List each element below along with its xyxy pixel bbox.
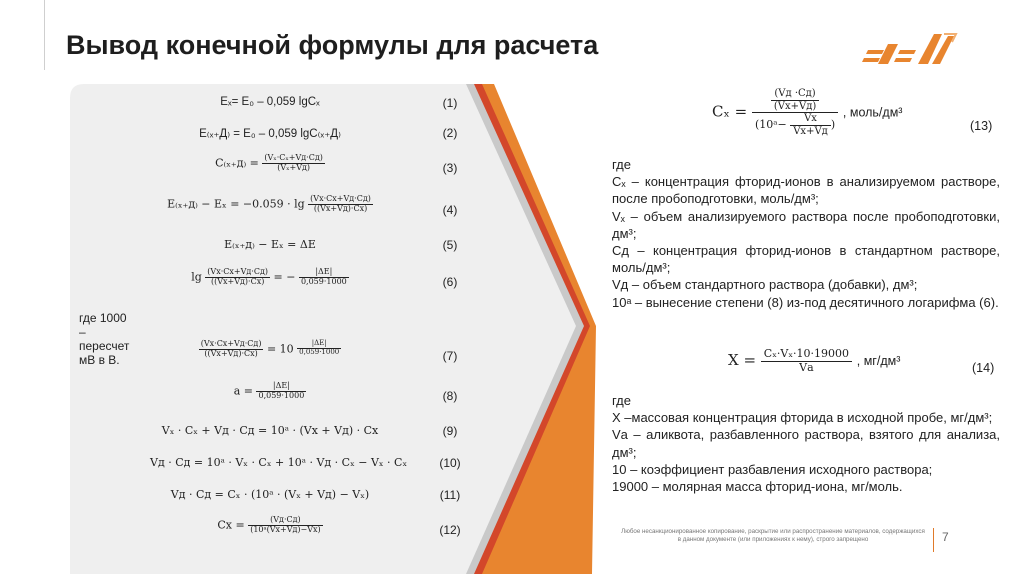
legend-14-line: X –массовая концентрация фторида в исходной пробе, мг/дм³; — [612, 410, 993, 426]
equation-14 — [728, 348, 900, 374]
equation-8-fraction — [256, 382, 306, 401]
equation-number-11: (11) — [439, 488, 461, 502]
equation-13-denominator-fraction — [790, 113, 831, 137]
equation-number-8: (8) — [442, 389, 458, 403]
legend-13-line: Сₓ – концентрация фторид-ионов в анализируемом растворе, после пробоподготовки, моль/дм³; — [612, 174, 1000, 207]
equation-13-inner-denominator: (Vx+Vд) — [773, 100, 817, 112]
equation-3-lhs: C₍ₓ₊д₎ = — [215, 156, 259, 170]
equation-13-unit: , моль/дм³ — [842, 105, 903, 120]
equation-14-fraction — [761, 348, 852, 374]
equation-3-fraction — [262, 154, 324, 173]
equation-12-numerator: (Vд·Cд) — [248, 516, 322, 526]
company-logo — [862, 28, 960, 76]
equation-4-numerator: (Vx·Cx+Vд·Cд) — [310, 194, 371, 203]
copyright-notice: Любое несанкционированное копирование, раскрытие или распространение материалов, содержащихся в данном документе (или приложениях к нему), строго запрещено — [621, 528, 925, 543]
equation-6-fraction-left — [205, 268, 270, 287]
equation-5: E₍ₓ₊д₎ − Eₓ = ΔE — [224, 238, 316, 251]
equation-6-fraction-right — [299, 268, 349, 287]
equation-14-lhs: X = — [728, 351, 757, 370]
equation-4-denominator: ((Vx+Vд)·Cx) — [313, 203, 368, 213]
title-rule — [44, 0, 45, 70]
equation-4-lhs: E₍ₓ₊д₎ − Eₓ = −0.059 · lg — [167, 197, 305, 211]
equation-number-5: (5) — [442, 238, 458, 252]
equation-7-fraction — [199, 340, 264, 359]
equation-number-3: (3) — [442, 161, 458, 175]
equation-6-denominator: ((Vx+Vд)·Cx) — [210, 276, 265, 286]
equation-4-fraction — [308, 195, 373, 214]
equation-6-numerator-2: |ΔE| — [299, 268, 349, 278]
equation-number-2: (2) — [442, 126, 458, 140]
legend-13-line: 10ᵃ – вынесение степени (8) из-под десятичного логарифма (6). — [612, 294, 999, 310]
equation-number-14: (14) — [972, 361, 995, 375]
equation-3 — [150, 154, 390, 173]
equation-number-6: (6) — [442, 275, 458, 289]
equation-number-12: (12) — [439, 523, 461, 537]
equation-number-7: (7) — [442, 349, 458, 363]
equation-7-exponent — [297, 340, 341, 356]
page-number: 7 — [942, 530, 949, 544]
equation-12 — [150, 516, 390, 535]
equation-8-denominator: 0,059·1000 — [258, 390, 305, 400]
equation-7 — [150, 340, 390, 359]
equation-7-numerator: (Vx·Cx+Vд·Cд) — [200, 339, 262, 348]
legend-14-line: 19000 – молярная масса фторид-иона, мг/моль. — [612, 479, 903, 495]
equation-2: E₍ₓ₊Д₎ = E₀ – 0,059 lgC₍ₓ₊Д₎ — [199, 128, 341, 140]
equation-13-fraction — [752, 88, 838, 137]
equation-3-denominator: (Vₓ+Vд) — [277, 162, 311, 172]
equation-7-denominator: ((Vx+Vд)·Cx) — [204, 348, 258, 358]
page-title: Вывод конечной формулы для расчета — [66, 30, 599, 60]
equation-number-9: (9) — [442, 424, 458, 438]
legend-13-line: где — [612, 157, 631, 172]
equation-12-denominator: (10ᵃ(Vx+Vд)−Vx) — [250, 524, 321, 534]
equation-13-denominator-denominator: Vx+Vд — [793, 125, 828, 137]
equation-number-13: (13) — [970, 119, 993, 133]
equation-14-denominator: Vа — [799, 360, 814, 374]
note-conversion: где 1000 – пересчет мВ в В. — [79, 311, 130, 367]
equation-9: Vₓ · Cₓ + Vд · Cд = 10ᵃ · (Vx + Vд) · Cx — [161, 424, 379, 437]
equation-13-inner-numerator: (Vд ·Cд) — [771, 88, 819, 101]
equation-11: Vд · Cд = Cₓ · (10ᵃ · (Vₓ + Vд) − Vₓ) — [170, 488, 370, 501]
equation-6-denominator-2: 0,059·1000 — [300, 276, 347, 286]
equation-10: Vд · Cд = 10ᵃ · Vₓ · Cₓ + 10ᵃ · Vд · Cₓ − Vₓ · Cₓ — [150, 456, 408, 469]
equation-6-lhs: lg — [191, 270, 202, 284]
legend-14-line: 10 – коэффициент разбавления исходного раствора; — [612, 461, 933, 477]
equation-6 — [150, 268, 390, 287]
equation-13-denominator-a: (10ᵃ− — [754, 118, 787, 131]
legend-13-line: Vд – объем стандартного раствора (добавки), дм³; — [612, 277, 918, 293]
legend-14-line: Vа – аликвота, разбавленного раствора, взятого для анализа, дм³; — [612, 427, 1000, 460]
equation-1: Eₓ= E₀ – 0,059 lgCₓ — [220, 96, 320, 108]
equation-8 — [150, 382, 390, 401]
equation-13-numerator — [752, 88, 838, 113]
equation-number-4: (4) — [442, 203, 458, 217]
legend-13-line: Сд – концентрация фторид-ионов в стандартном растворе, моль/дм³; — [612, 243, 1000, 276]
equation-12-fraction — [248, 516, 322, 535]
equation-6-middle: = − — [273, 270, 296, 284]
equation-7-exponent-denominator: 0,059·1000 — [299, 347, 340, 356]
equation-4 — [150, 195, 390, 214]
equation-number-10: (10) — [439, 456, 461, 470]
legend-14-line: где — [612, 393, 631, 408]
equation-13-lhs: Cₓ = — [712, 102, 748, 121]
equation-8-numerator: |ΔE| — [256, 382, 306, 392]
equation-6-numerator: (Vx·Cx+Vд·Cд) — [207, 267, 268, 276]
legend-block-14 — [612, 392, 1000, 495]
equation-13-inner-fraction — [771, 88, 819, 112]
footer-divider — [933, 528, 934, 552]
legend-13-line: Vₓ – объем анализируемого раствора после пробоподготовки, дм³; — [612, 208, 1000, 241]
equation-14-numerator: Cₓ·Vₓ·10·19000 — [761, 348, 852, 362]
equation-14-unit: , мг/дм³ — [856, 354, 901, 369]
equation-13-denominator-numerator: Vx — [790, 113, 831, 126]
equation-7-exponent-numerator: |ΔE| — [297, 340, 341, 349]
equation-3-numerator: (Vₓ·Cₓ+Vд·Cд) — [264, 153, 323, 162]
legend-block-13 — [612, 156, 1000, 311]
equation-7-middle: = 10 — [266, 342, 294, 356]
equation-12-lhs: Cx = — [217, 518, 245, 532]
equation-number-1: (1) — [442, 96, 458, 110]
equation-13-denominator: (10ᵃ− Vx Vx+Vд ) — [754, 113, 836, 137]
equation-13 — [712, 88, 902, 137]
equation-8-lhs: a = — [233, 384, 253, 398]
